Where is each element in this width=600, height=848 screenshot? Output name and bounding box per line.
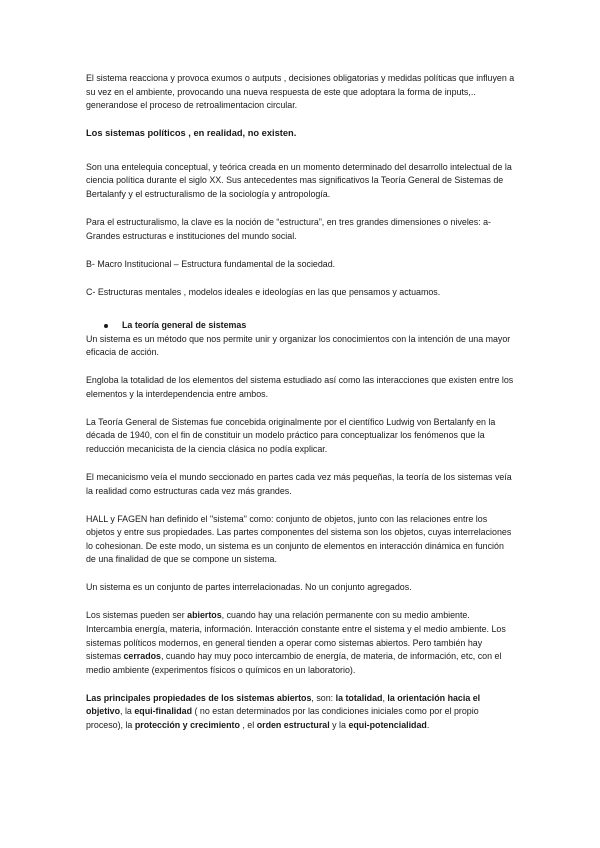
term-properties: Las principales propiedades de los sistemas abiertos [86,692,312,703]
paragraph-interrelated: Un sistema es un conjunto de partes interrelacionadas. No un conjunto agregados. [86,582,412,593]
paragraph-level-b: B- Macro Institucional – Estructura fundamental de la sociedad. [86,258,336,269]
text-run: , el [239,719,257,730]
text-run: , cuando hay una relación permanente con su medio ambiente. Intercambia energía, materia, información. Interacción constante entre el sistema y el medio ambiente. Los sistemas políticos modernos, en general tienden a operar como sistemas abiertos. Pero también hay sistemas [86,610,506,662]
paragraph-totality: Engloba la totalidad de los elementos del sistema estudiado así como las interacciones que existen entre los elementos y la interdependencia entre ambos. [86,375,514,399]
text-run: , cuando hay muy poco intercambio de energía, de materia, de información, etc, con el medio ambiente (experimentos físicos o químicos en un laboratorio). [86,651,502,675]
term-closed: cerrados [123,651,161,662]
text-run: , [382,692,388,703]
term-structural-order: orden estructural [256,719,330,730]
paragraph-method: Un sistema es un método que nos permite unir y organizar los conocimientos con la intención de una mayor eficacia de acción. [86,333,511,358]
paragraph-properties [86,692,516,733]
paragraph-open-closed [86,609,516,677]
paragraph-bertalanfy: La Teoría General de Sistemas fue concebida originalmente por el científico Ludwig von Bertalanfy en la década de 1940, con el fin de constituir un modelo práctico para conceptualizar los fenómenos que la reducción mecanicista de la ciencia clásica no podía explicar. [86,416,496,455]
paragraph-structuralism: Para el estructuralismo, la clave es la noción de “estructura”, en tres grandes dimensiones o niveles: a- Grandes estructuras e instituciones del mundo social. [86,216,491,241]
section-heading: La teoría general de sistemas [122,320,247,331]
paragraph-hall-fagen: HALL y FAGEN han definido el "sistema" como: conjunto de objetos, junto con las relaciones entre los objetos y entre sus propiedades. Las partes componentes del sistema son los objetos, cuyas interrelaciones lo cohesionan. De este modo, un sistema es un conjunto de elementos en interacción dinámica en función de una finalidad de que se compone un sistema. [86,513,512,565]
paragraph-mechanicism: El mecanicismo veía el mundo seccionado en partes cada vez más pequeñas, la teoría de los sistemas veía la realidad como estructuras cada vez más grandes. [86,472,512,496]
paragraph-feedback: El sistema reacciona y provoca exumos o autputs , decisiones obligatorias y medidas políticas que influyen a su vez en el ambiente, provocando una nueva respuesta de este que adoptara la forma de inputs,.. generandose el proceso de retroalimentacion circular. [86,73,515,111]
term-equipotentiality: equi-potencialidad [348,719,427,730]
term-goal-orientation: la orientación hacia el objetivo [86,692,481,717]
text-run: , son: [311,692,336,703]
bullet-icon [104,324,108,328]
term-open: abiertos [187,610,222,621]
term-totality: la totalidad [335,692,383,703]
text-run: . [426,719,430,730]
section-heading-bullet [86,319,516,333]
text-run: Los sistemas pueden ser [86,610,188,621]
paragraph-level-c: C- Estructuras mentales , modelos ideales e ideologías en las que pensamos y actuamos. [86,286,441,297]
statement-political-systems: Los sistemas políticos , en realidad, no existen. [86,128,297,139]
document-body [86,72,516,747]
paragraph-entelequia: Son una entelequia conceptual, y teórica creada en un momento determinado del desarrollo intelectual de la ciencia política durante el siglo XX. Sus antecedentes mas significativos la Teoría General de Sistemas de Bertalanfy y el estructuralismo de la sociología y antropología. [86,161,512,199]
text-run: y la [329,719,349,730]
term-protection-growth: protección y crecimiento [134,719,240,730]
term-equifinality: equi-finalidad [134,706,193,717]
text-run: , la [120,706,135,717]
text-run: ( no estan determinados por las condiciones iniciales como por el propio proceso), la [86,706,479,730]
